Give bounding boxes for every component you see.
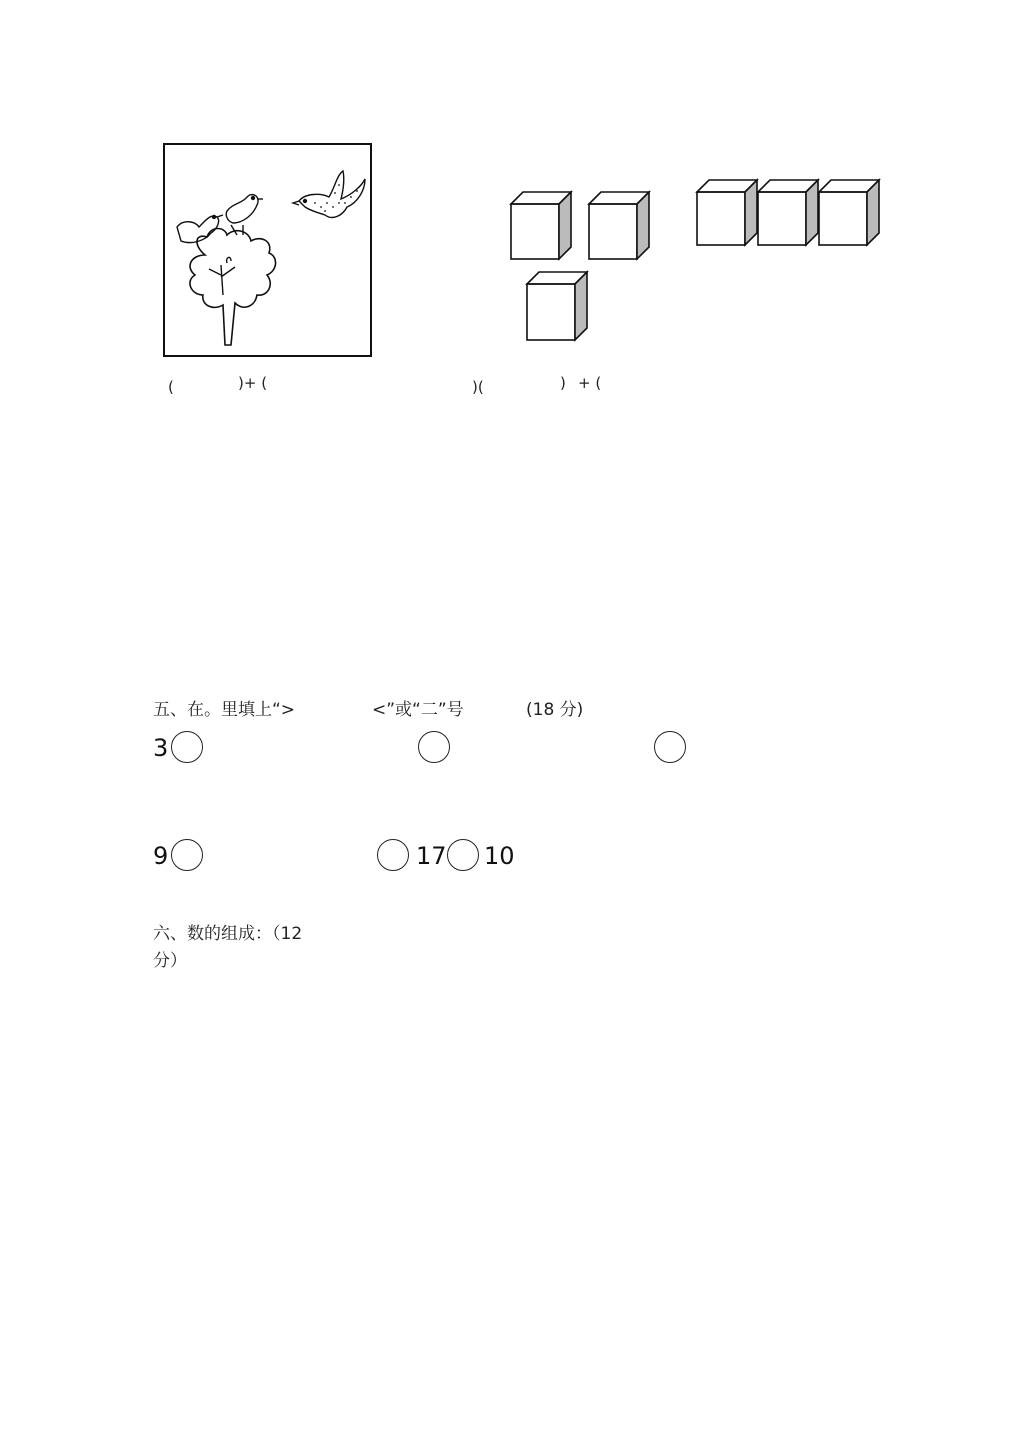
cube (589, 192, 649, 259)
compare-circle-blank[interactable] (377, 839, 409, 871)
cubes-illustration (505, 176, 890, 346)
compare-number: 9 (153, 842, 169, 870)
compare-circle-blank[interactable] (654, 731, 686, 763)
cube (527, 272, 587, 340)
answer-right-close: ) (560, 374, 566, 392)
section6-heading-line2: 分） (153, 951, 187, 971)
cube (511, 192, 571, 259)
answer-left-open-paren: ( (168, 378, 174, 396)
cube (697, 180, 757, 245)
section5-heading-part1: 五、在。里填上“> (153, 700, 296, 720)
compare-circle-blank[interactable] (447, 839, 479, 871)
answer-right-close-open: )( (472, 378, 484, 396)
compare-circle-blank[interactable] (418, 731, 450, 763)
cube (758, 180, 818, 245)
compare-circle-blank[interactable] (171, 839, 203, 871)
compare-number: 17 (416, 842, 447, 870)
compare-number: 10 (484, 842, 515, 870)
compare-circle-blank[interactable] (171, 731, 203, 763)
section6-heading-line1: 六、数的组成：（12 (153, 924, 303, 944)
bird-tree-picture (163, 143, 372, 357)
section5-heading-part3: (18 分) (526, 700, 584, 720)
cube (819, 180, 879, 245)
section5-heading-part2: <”或“二”号 (372, 700, 464, 720)
answer-left-plus: )+ ( (238, 374, 268, 392)
compare-number: 3 (153, 734, 169, 762)
answer-right-plus: + ( (578, 374, 602, 392)
birds-on-tree-illustration (165, 145, 370, 355)
